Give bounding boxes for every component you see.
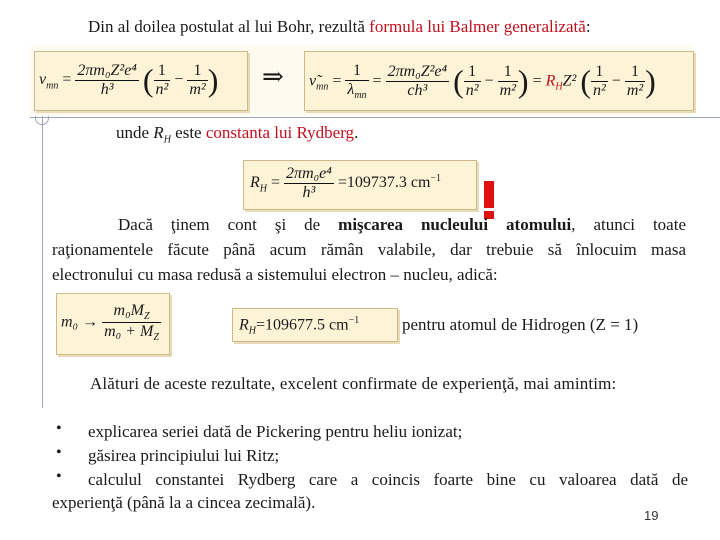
rh-line-prefix: unde (116, 123, 154, 142)
rh-subscript: H (555, 81, 563, 93)
formula-balmer-frequency: $\nu_{mn}$ = $\frac{\text{2πm₀Z²e⁴}}{\text{h³}}$ ( $\frac{1}{\text{n²}}$ − $\frac{1}{\text{m²}}$ ) (34, 51, 248, 111)
wavenumber-subscript: mn (316, 81, 329, 93)
implication-arrow: ⇒ (262, 62, 284, 91)
results-intro: Alături de aceste rezultate, excelent confirmate de experienţă, mai amintim: (90, 374, 617, 393)
bullet-marker-3: • (56, 468, 62, 485)
f3-value: =109737.3 cm (337, 174, 431, 192)
lambda-subscript: mn (354, 90, 367, 102)
lambda-symbol: λ (347, 81, 355, 98)
z-squared: Z² (562, 72, 577, 90)
bullet-item-3: calculul constantei Rydberg care a coincis foarte bine cu valoarea dată de (88, 470, 688, 489)
bullet-marker-1: • (56, 420, 62, 437)
intro-prefix: Din al doilea postulat al lui Bohr, rezultă (88, 17, 370, 36)
paragraph-line-1 (118, 214, 686, 235)
page-number: 19 (644, 508, 659, 523)
paragraph-line-1b: , atunci toate (571, 215, 686, 234)
paragraph-line-2: raţionamentele făcute până acum rămân valabile, dar trebuie să înlocuim masa (52, 240, 686, 259)
rh-symbol: R (545, 72, 556, 90)
f1-denominator: h³ (100, 81, 114, 98)
f4-numerator: m₀M (113, 302, 144, 319)
rh-line-subscript: H (163, 134, 171, 146)
formula-wavenumber: $\nũ_{mn}$ = $\frac{1}{\lambda_{mn}}$ = $\frac{\text{2πm₀Z²e⁴}}{\text{ch³}}$ ( $\frac{1}{\text{n²}}$ − $\frac{1}{\text{m²}}$ ) = $R_HZ^2$ ( $\frac{1}{\text{n²}}$ − $\frac{1}{\text{m²}}$ ) (304, 51, 694, 111)
hydrogen-note: pentru atomul de Hidrogen (Z = 1) (402, 315, 639, 334)
f1-numerator: 2πm₀Z²e⁴ (77, 62, 137, 79)
f4-mass-symbol: m₀ (61, 313, 79, 331)
f5-rh-symbol: R (239, 316, 249, 334)
rh-line-symbol: R (153, 123, 164, 142)
f1-b-den: m² (189, 81, 206, 98)
f2-numerator: 2πm₀Z²e⁴ (387, 63, 448, 81)
intro-line (88, 16, 591, 37)
f3-denominator: h³ (302, 184, 316, 201)
rydberg-constant-label: constanta lui Rydberg (205, 123, 355, 142)
f2-one: 1 (345, 62, 368, 81)
minus-sign: − (174, 71, 184, 89)
vertical-rule (42, 108, 43, 408)
f1-a-den: n² (155, 81, 169, 98)
f5-value: =109677.5 cm (256, 316, 349, 334)
f5-rh-subscript: H (248, 325, 257, 337)
rh-line-suffix: . (354, 123, 359, 142)
nu-subscript: mn (46, 80, 59, 92)
f3-rh-subscript: H (259, 183, 268, 195)
f3-rh-symbol: R (250, 174, 260, 192)
formula-hydrogen-rydberg (232, 308, 398, 342)
wavenumber-symbol: ν̃ (309, 72, 317, 90)
rh-line-middle: este (170, 123, 206, 142)
bullet-item-3-tail: experienţă (până la a cincea zecimală). (52, 493, 316, 512)
horizontal-rule (30, 117, 720, 118)
f4-num-subscript: Z (143, 311, 150, 323)
f3-numerator: 2πm₀e⁴ (286, 165, 332, 182)
f4-denominator: m₀ + M (104, 323, 154, 341)
equals-sign: = (62, 71, 72, 89)
f1-a-num: 1 (154, 62, 171, 81)
f3-exponent: −1 (430, 172, 442, 184)
formula-reduced-mass (56, 293, 170, 355)
rydberg-line (116, 122, 358, 150)
balmer-formula-label: formula lui Balmer generalizată (369, 17, 586, 36)
replace-arrow-icon: → (82, 313, 99, 331)
bullet-marker-2: • (56, 444, 62, 461)
bullet-item-2: găsirea principiului lui Ritz; (88, 446, 280, 465)
bullet-item-1: explicarea seriei dată de Pickering pentru heliu ionizat; (88, 422, 463, 441)
intro-suffix: : (585, 17, 591, 36)
nu-symbol: ν (39, 71, 47, 89)
paragraph-line-3: electronului cu masa redusă a sistemului electron – nucleu, adică: (52, 265, 498, 284)
nucleus-motion-label: mişcarea nucleului atomului (338, 215, 572, 234)
f1-b-num: 1 (187, 62, 207, 81)
f5-exponent: −1 (348, 315, 360, 326)
formula-rydberg-value: $R_H$ = $\frac{\text{2πm₀e⁴}}{\text{h³}}$ =109737.3 $cm^{-1}$ (243, 160, 477, 210)
paragraph-line-1a: Dacă ţinem cont şi de (118, 215, 339, 234)
f2-denominator: ch³ (407, 82, 428, 100)
f4-den-subscript: Z (153, 332, 159, 344)
